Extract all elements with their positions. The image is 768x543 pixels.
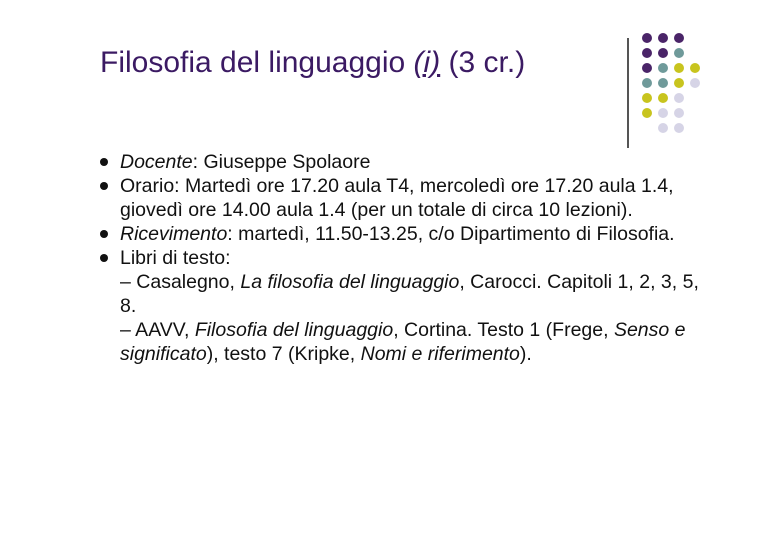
dot-lavender: [674, 93, 684, 103]
orario-text: Orario: Martedì ore 17.20 aula T4, mercoledì ore 17.20 aula 1.4, giovedì ore 14.00 aula 1.4 (per un totale di circa 10 lezioni).: [120, 175, 674, 221]
dot-purple: [658, 33, 668, 43]
dot-yellow: [674, 63, 684, 73]
bullet-marker: [100, 230, 108, 238]
dot-yellow: [642, 108, 652, 118]
book-mid: ), testo 7 (Kripke,: [206, 343, 361, 365]
bullet-marker: [100, 158, 108, 166]
title-main: Filosofia del linguaggio: [100, 46, 414, 79]
dot-yellow: [674, 78, 684, 88]
docente-label: Docente: [120, 151, 193, 173]
book-casalegno: [100, 270, 720, 318]
dot-purple: [642, 48, 652, 58]
dot-lavender: [658, 108, 668, 118]
dot-teal: [658, 63, 668, 73]
book-title-frege: Senso e significato: [120, 319, 686, 365]
bullet-docente: [100, 150, 720, 174]
book-rest: , Cortina. Testo 1 (Frege,: [393, 319, 614, 341]
dot-lavender: [674, 123, 684, 133]
bullet-orario: [100, 174, 720, 222]
docente-text: : Giuseppe Spolaore: [192, 151, 371, 173]
bullet-marker: [100, 254, 108, 262]
dot-yellow: [658, 93, 668, 103]
title-suffix: (3 cr.): [440, 46, 526, 79]
bullet-list: [100, 150, 720, 366]
book-prefix: – AAVV,: [120, 319, 195, 341]
slide-title: [100, 46, 525, 80]
bullet-ricevimento: [100, 222, 720, 246]
dot-yellow: [690, 63, 700, 73]
ricevimento-label: Ricevimento: [120, 223, 228, 245]
bullet-marker: [100, 182, 108, 190]
dot-teal: [674, 48, 684, 58]
dot-yellow: [642, 93, 652, 103]
book-rest: , Carocci. Capitoli 1, 2, 3, 5, 8.: [120, 271, 699, 317]
dot-lavender: [674, 108, 684, 118]
divider-line: [627, 38, 629, 148]
dot-teal: [658, 78, 668, 88]
book-aavv: [100, 318, 720, 366]
dot-purple: [674, 33, 684, 43]
bullet-libri: [100, 246, 720, 270]
dot-purple: [642, 33, 652, 43]
dot-purple: [658, 48, 668, 58]
book-title: La filosofia del linguaggio: [240, 271, 460, 293]
book-prefix: – Casalegno,: [120, 271, 241, 293]
dot-purple: [642, 63, 652, 73]
title-italic: (i): [413, 46, 441, 79]
ricevimento-text: : martedì, 11.50-13.25, c/o Dipartimento di Filosofia.: [227, 223, 675, 245]
dot-lavender: [690, 78, 700, 88]
decorative-dot-grid: [640, 33, 700, 133]
book-end: ).: [519, 343, 532, 365]
book-title: Filosofia del linguaggio: [194, 319, 394, 341]
libri-text: Libri di testo:: [120, 247, 231, 269]
book-title-kripke: Nomi e riferimento: [360, 343, 520, 365]
dot-lavender: [658, 123, 668, 133]
dot-teal: [642, 78, 652, 88]
